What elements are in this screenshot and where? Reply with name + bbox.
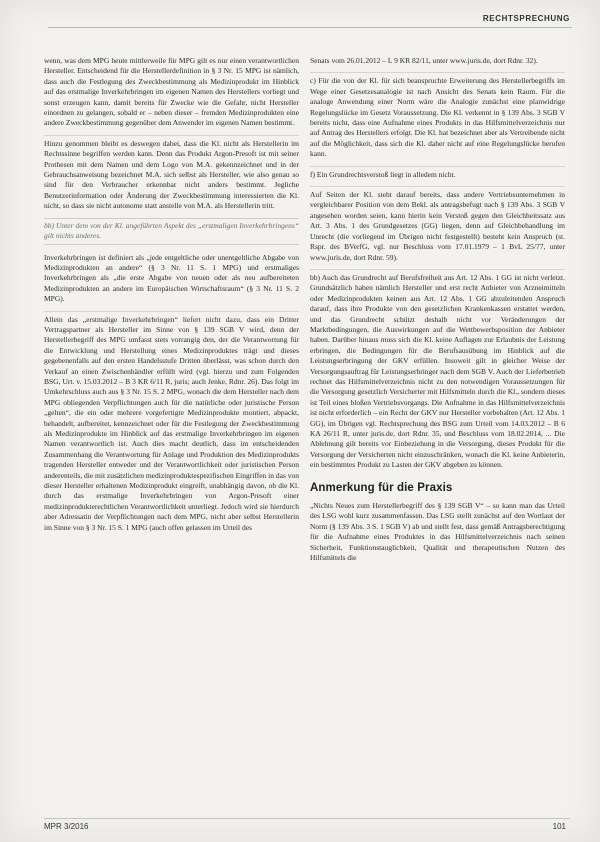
paragraph: Allein das „erstmalige Inverkehrbringen“ liefert nicht dazu, dass ein Dritter Vertragspartner als Hersteller im Sinne von § 139 SGB V wird, denn der Herstellerbegriff des MPG umfasst stets vorrangig den, der die Verantwortung für die Entwicklung und Herstellung eines Medizinproduktes trägt und dieses gegebenenfalls auf den ersten Handelsstufe Dritten überlässt, was schon durch den Verkauf an einen Zwischenhändler erfüllt wird (vgl. hierzu und zum Folgenden BSG, Urt. v. 15.03.2012 – B 3 KR 6/11 R, juris; auch Jenke, Rdnr. 26). Das folgt im Umkehrschluss auch aus § 3 Nr. 15 S. 2 MPG, wonach die dem Hersteller nach dem MPG obliegenden Verpflichtungen auch für die natürliche oder juristische Person „gelten“, die ein oder mehrere vorgefertigte Medizinprodukte montiert, abpackt, behandelt, aufbereitet, kennzeichnet oder für die Festlegung der Zweckbestimmung als Medizinprodukte im Hinblick auf das erstmalige Inverkehrbringen im eigenen Namen verantwortlich ist. Auch dies macht deutlich, dass im entscheidenden Zusammenhang die Verantwortung für Anlage und Produktion des Medizinprodukts tragenden Hersteller entweder und der Verantwortlichkeit oder juristischen Person anderenteils, die mit zusätzlichen medizinproduktespezifischen Eingriffen in das von dieser Hersteller erhaltenen Medizinprodukt eingreift, unabhängig davon, ob die Kl. durch das erstmalige Inverkehrbringen von Argon-Presoft einer medizinprodukterechtlichen Verantwortlichkeit unterliegt. Jedoch wird sie hierdurch aber Adressatin der Verpflichtungen nach dem MPG, nicht aber selbst Herstellerin im Sinne von § 3 Nr. 15 S. 1 MPG (auch offen gelassen im Urteil des bbox=[44, 311, 299, 534]
paragraph: Inverkehrbringen ist definiert als „jede entgeltliche oder unentgeltliche Abgabe von Medizinprodukten an andere“ (§ 3 Nr. 11 S. 1 MPG) und erstmaliges Inverkehrbringen als „die erste Abgabe von neuen oder als neu aufbereiteten Medizinprodukten an andere im Europäischen Wirtschaftsraum“ (§ 3 Nr. 11 S. 2 MPG). bbox=[44, 252, 299, 304]
paragraph: wenn, was dem MPG heute mittlerweile für MPG gilt es nur einen verantwortlichen Hersteller. Entscheidend für die Herstellerdefinition in § 3 Nr. 15 MPG ist nämlich, dass auch die Festlegung des Zweckbestimmung als Medizinprodukt im Hinblick auf das erstmalige Inverkehrbringen im eigenen Namen des Herstellers vorliegt und sonst erzeugen kann, damit bereits für Zwecke wie die Gefahr, nicht Hersteller einordnen zu gelangen, sobald er – neben dieser – fremden Medizinprodukten eine andere Zweckbestimmung gegenüber dem Anwender im eigenen Namen bestimmt. bbox=[44, 56, 299, 128]
subheading-paragraph: bb) Unter dem von der Kl. angeführten Aspekt des „erstmaligen Inverkehrbringens“ gilt nichts anderes. bbox=[44, 218, 299, 245]
left-column bbox=[44, 56, 299, 539]
header-rule bbox=[48, 27, 572, 28]
paragraph: bb) Auch das Grundrecht auf Berufsfreiheit aus Art. 12 Abs. 1 GG ist nicht verletzt. Grundsätzlich haben nämlich Hersteller und erst recht Anbieter von Arzneimitteln oder Medizinprodukten keinen aus Art. 12 Abs. 1 GG abzuleitenden Anspruch darauf, dass ihre Produkte von den gesetzlichen Krankenkassen erstattet werden, und das Grundrecht schützt deshalb nicht vor Veränderungen der Marktbedingungen, die Auswirkungen auf die Wettbewerbsposition der Anbieter haben. Darüber hinaus muss sich die Kl. keine Auflagen zur Erlaubnis der Leistung erbringen, die Bedingungen für die Berufsausübung im Hinblick auf die Leistungserbringung der GKV erfüllen. Insoweit gilt in gleicher Weise der Versorgungsauftrag für Leistungserbringer nach dem SGB V. Auch der Lieferbetrieb rechnet das Hilfsmittelverzeichnis nicht zu den notwendigen Voraussetzungen für die Versorgung gesetzlich Versicherter mit Hilfsmitteln durch die Kl., sondern dieses ist Teil eines bloßen Vertriebsvorgangs. Die Aufnahme in das Hilfsmittelverzeichnis ist nicht erforderlich – ein Recht der GKV nur Hersteller vorbehalten (Art. 12 Abs. 1 GG), im Übrigen vgl. Rechtsprechung des BSG zum Urteil vom 14.03.2012 – B 6 KA 26/11 R, unter juris.de, dort Rdnr. 35, und Beschluss vom 18.02.2014, ... Die Ablehnung gilt bereits vor Einbeziehung in die Versorgung, dieses Produkt für die Versorgung der Versicherten nicht einzuschränken, wonach die Kl. keine Anbieterin, ein bestimmtes Produkt zu Lasten der GKV abgeben zu können. bbox=[310, 269, 565, 471]
footer-rule bbox=[44, 818, 570, 819]
paragraph: Senats vom 26.01.2012 – L 9 KR 82/11, unter www.juris.de, dort Rdnr. 32). bbox=[310, 56, 538, 65]
paragraph: Hinzu genommen bleibt es deswegen dabei, dass die Kl. nicht als Herstellerin im Rechtssinne begriffen werden kann. Denn das Produkt Argon-Presoft ist mit seiner Prothesen mit dem Namen und dem Logo von M.A. gekennzeichnet und in der Gebrauchsanweisung bezeichnet M.A. sich selbst als Hersteller, wie also genau so sind für den Verbraucher erkennbar nicht anders bestimmt. Jegliche Benutzerinformation oder Änderung der Zweckbestimmung interessierten die Kl. nicht, so dass sie nicht autonome statt anstelle von M.A. als Herstellerin tritt. bbox=[44, 135, 299, 212]
page-number: 101 bbox=[552, 822, 566, 831]
paragraph: c) Für die von der Kl. für sich beanspruchte Erweiterung des Herstellerbegriffs im Wege einer Gesetzesanalogie ist nach Ansicht des Senats kein Raum. Für die analoge Anwendung einer Norm wäre die Analogie zunächst eine planwidrige Regelungslücke im Gesetz Voraussetzung. Die Kl. verkennt in § 139 Abs. 3 SGB V bereits nicht, dass eine Aufnahme eines Produkts in das Hilfsmittelverzeichnis nur auf Antrag des Herstellers erfolgt. Die Kl. hat bezeichnet aber als Vertreibende nicht auf die Möglichkeit, dass sich die Kl. daher nicht auf eine Regelungslücke berufen kann. bbox=[310, 72, 565, 159]
right-column bbox=[310, 56, 565, 569]
paragraph: Auf Seiten der Kl. steht darauf bereits, dass andere Vertriebsunternehmen in vergleichbarer Position von dem Bekl. als antragsbefugt nach § 139 Abs. 3 SGB V angesehen worden seien, kann hierin kein Verstoß gegen den Gleichheitssatz aus Art. 3 Abs. 1 des Grundgesetzes (GG) liegen, denn auf Gleichbehandlung im Unrecht (die vorliegend im Übrigen nicht festgestellt) besteht kein Anspruch (st. Rspr. des BVerfG, vgl. nur Beschluss vom 17.01.1979 – 1 BvL 25/77, unter www.juris.de, dort Rdnr. 59). bbox=[310, 186, 565, 263]
paragraph: f) Ein Grundrechtsverstoß liegt in alledem nicht. bbox=[310, 166, 565, 180]
section-title: Anmerkung für die Praxis bbox=[310, 481, 453, 494]
practice-note: „Nichts Neues zum Herstellerbegriff des § 139 SGB V“ – so kann man das Urteil des LSG wohl kurz zusammenfassen. Das LSG stellt zunächst auf den Wortlaut der Norm (§ 139 Abs. 3 S. 1 SGB V) ab und stellt fest, dass gemäß Antragsberechtigung für die Aufnahme eines Produktes in das Hilfsmittelverzeichnis nach seinen Sicherheit, Funktionstauglichkeit, Qualität und therapeutischen Nutzen des Hilfsmittels die bbox=[310, 501, 565, 563]
journal-issue: MPR 3/2016 bbox=[44, 822, 89, 831]
section-label: RECHTSPRECHUNG bbox=[482, 14, 570, 23]
